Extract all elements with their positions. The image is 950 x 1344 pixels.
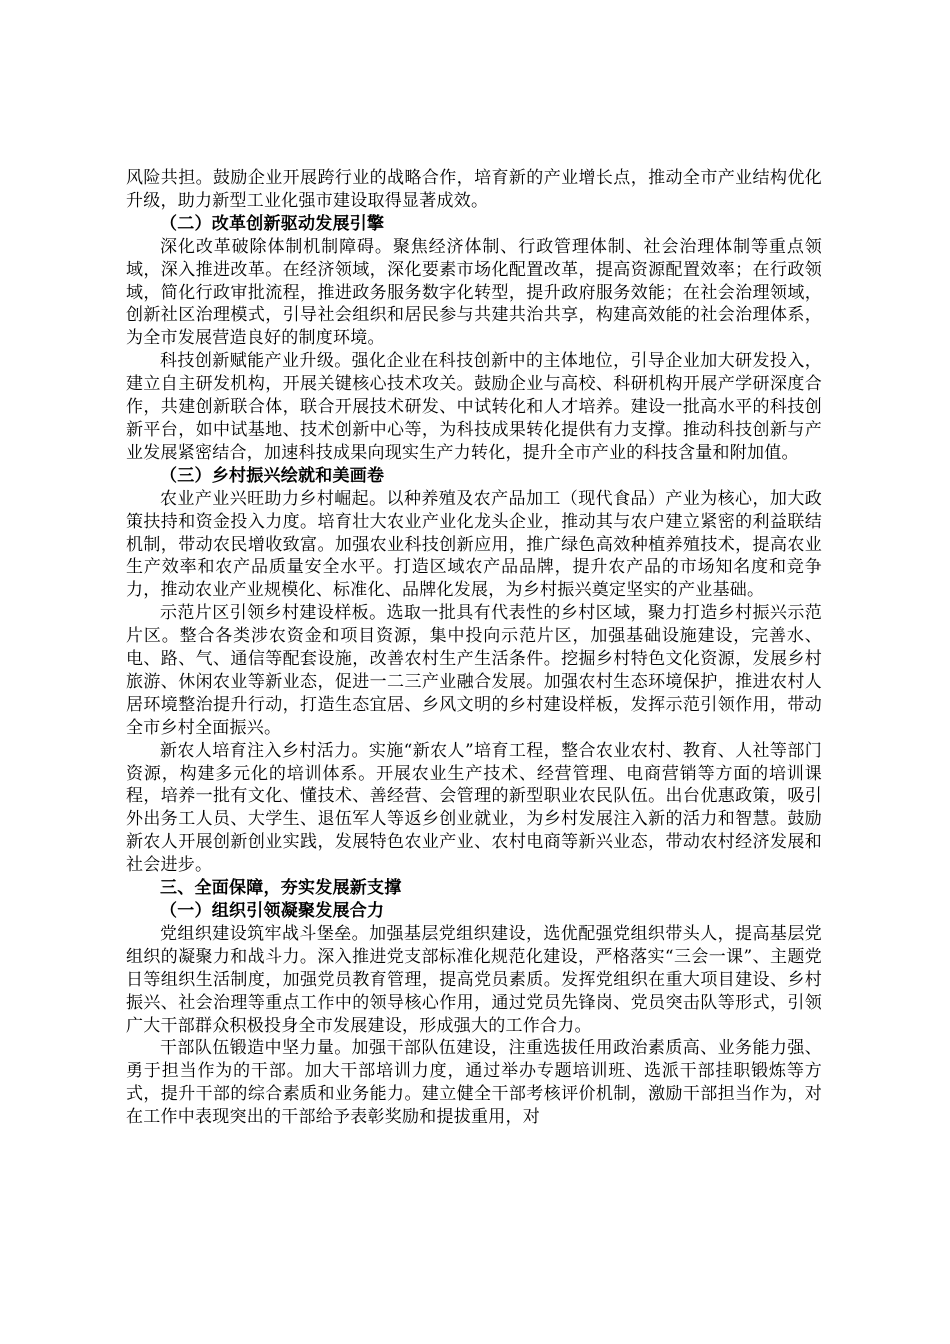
paragraph-cadre-team: 干部队伍锻造中坚力量。加强干部队伍建设，注重选拔任用政治素质高、业务能力强、勇于担当作为的干部。加大干部培训力度，通过举办专题培训班、选派干部挂职锻炼等方式，提升干部的综合素质和业务能力。建立健全干部考核评价机制，激励干部担当作为，对在工作中表现突出的干部给予表彰奖励和提拔重用，对 bbox=[126, 1038, 822, 1128]
paragraph-agriculture-industry: 农业产业兴旺助力乡村崛起。以种养殖及农产品加工（现代食品）产业为核心，加大政策扶持和资金投入力度。培育壮大农业产业化龙头企业，推动其与农户建立紧密的利益联结机制，带动农民增收致富。加强农业科技创新应用，推广绿色高效种植养殖技术，提高农业生产效率和农产品质量安全水平。打造区域农产品品牌，提升农产品的市场知名度和竞争力，推动农业产业规模化、标准化、品牌化发展，为乡村振兴奠定坚实的产业基础。 bbox=[126, 488, 822, 601]
section-heading-organization-leadership: （一）组织引领凝聚发展合力 bbox=[160, 901, 385, 921]
document-body bbox=[126, 167, 822, 1129]
paragraph-party-organization: 党组织建设筑牢战斗堡垒。加强基层党组织建设，选优配强党组织带头人，提高基层党组织的凝聚力和战斗力。深入推进党支部标准化规范化建设，严格落实“三会一课”、主题党日等组织生活制度，加强党员教育管理，提高党员素质。发挥党组织在重大项目建设、乡村振兴、社会治理等重点工作中的领导核心作用，通过党员先锋岗、党员突击队等形式，引领广大干部群众积极投身全市发展建设，形成强大的工作合力。 bbox=[126, 923, 822, 1036]
chapter-heading-comprehensive-guarantee: 三、全面保障，夯实发展新支撑 bbox=[160, 878, 402, 899]
paragraph-demo-zone: 示范片区引领乡村建设样板。选取一批具有代表性的乡村区域，聚力打造乡村振兴示范片区。整合各类涉农资金和项目资源，集中投向示范片区，加强基础设施建设，完善水、电、路、气、通信等配套设施，改善农村生产生活条件。挖掘乡村特色文化资源，发展乡村旅游、休闲农业等新业态，促进一二三产业融合发展。加强农村生态环境保护，推进农村人居环境整治提升行动，打造生态宜居、乡风文明的乡村建设样板，发挥示范引领作用，带动全市乡村全面振兴。 bbox=[126, 603, 822, 738]
paragraph-reform: 深化改革破除体制机制障碍。聚焦经济体制、行政管理体制、社会治理体制等重点领域，深入推进改革。在经济领域，深化要素市场化配置改革，提高资源配置效率；在行政领域，简化行政审批流程，推进政务服务数字化转型，提升政府服务效能；在社会治理领域，创新社区治理模式，引导社会组织和居民参与共建共治共享，构建高效能的社会治理体系，为全市发展营造良好的制度环境。 bbox=[126, 236, 822, 349]
paragraph-tech-innovation: 科技创新赋能产业升级。强化企业在科技创新中的主体地位，引导企业加大研发投入，建立自主研发机构，开展关键核心技术攻关。鼓励企业与高校、科研机构开展产学研深度合作，共建创新联合体，联合开展技术研发、中试转化和人才培养。建设一批高水平的科技创新平台，如中试基地、技术创新中心等，为科技成果转化提供有力支撑。推动科技创新与产业发展紧密结合，加速科技成果向现实生产力转化，提升全市产业的科技含量和附加值。 bbox=[126, 351, 822, 463]
paragraph-new-farmers: 新农人培育注入乡村活力。实施“新农人”培育工程，整合农业农村、教育、人社等部门资源，构建多元化的培训体系。开展农业生产技术、经营管理、电商营销等方面的培训课程，培养一批有文化、懂技术、善经营、会管理的新型职业农民队伍。出台优惠政策，吸引外出务工人员、大学生、退伍军人等返乡创业就业，为乡村发展注入新的活力和智慧。鼓励新农人开展创新创业实践，发展特色农业产业、农村电商等新兴业态，带动农村经济发展和社会进步。 bbox=[126, 740, 822, 876]
section-heading-reform-innovation: （二）改革创新驱动发展引擎 bbox=[160, 213, 385, 234]
paragraph-continuation: 风险共担。鼓励企业开展跨行业的战略合作，培育新的产业增长点，推动全市产业结构优化升级，助力新型工业化强市建设取得显著成效。 bbox=[126, 168, 822, 211]
section-heading-rural-revitalization: （三）乡村振兴绘就和美画卷 bbox=[160, 465, 385, 486]
